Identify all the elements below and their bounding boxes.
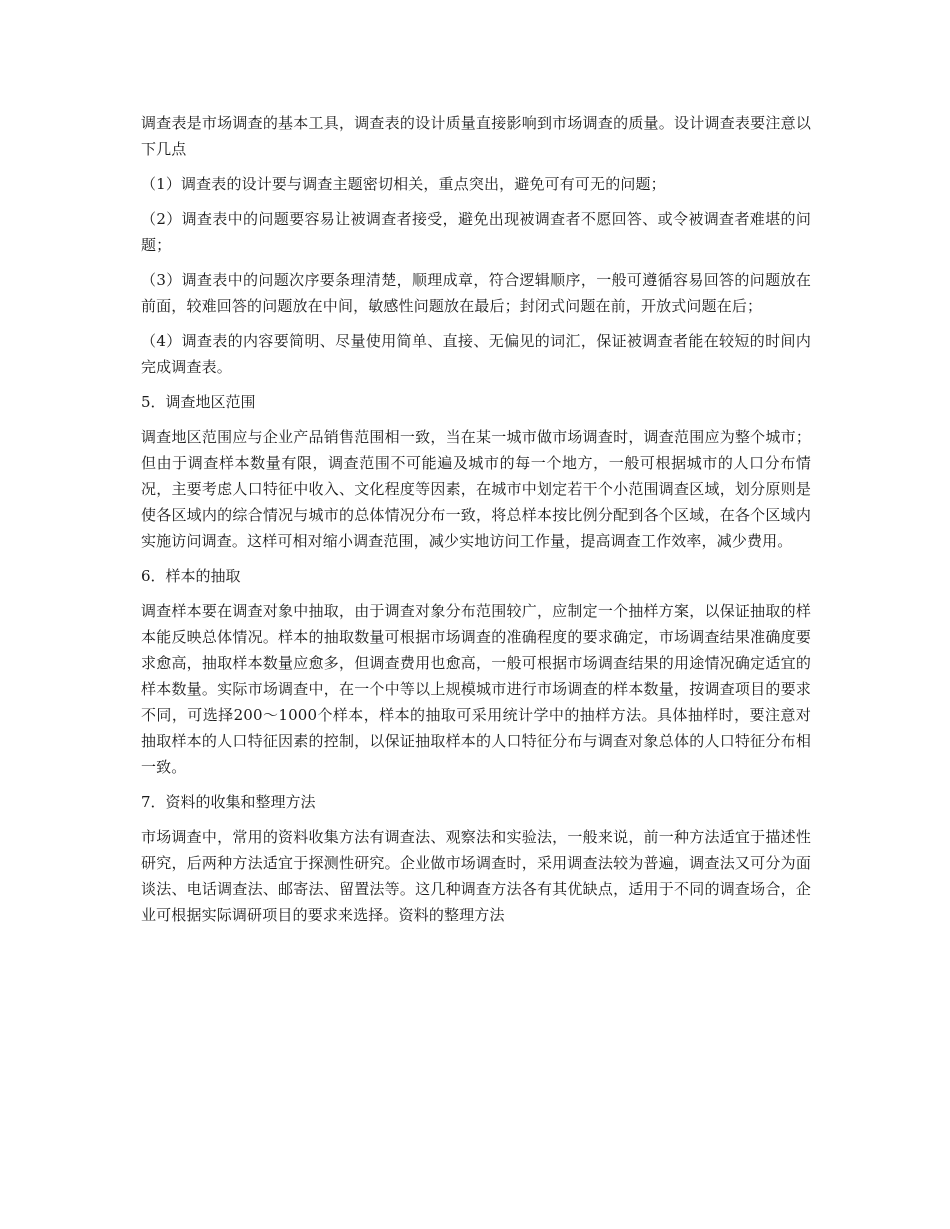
section-body-data-collection: 市场调查中，常用的资料收集方法有调查法、观察法和实验法，一般来说，前一种方法适宜于描述性研究，后两种方法适宜于探测性研究。企业做市场调查时，采用调查法较为普遍，调查法又可分为面谈法、电话调查法、邮寄法、留置法等。这几种调查方法各有其优缺点，适用于不同的调查场合，企业可根据实际调研项目的要求来选择。资料的整理方法 bbox=[141, 828, 811, 924]
point-3: （3）调查表中的问题次序要条理清楚，顺理成章，符合逻辑顺序，一般可遵循容易回答的问题放在前面，较难回答的问题放在中间，敏感性问题放在最后；封闭式问题在前，开放式问题在后； bbox=[141, 271, 811, 315]
section-body-survey-area: 调查地区范围应与企业产品销售范围相一致，当在某一城市做市场调查时，调查范围应为整个城市；但由于调查样本数量有限，调查范围不可能遍及城市的每一个地方，一般可根据城市的人口分布情况，主要考虑人口特征中收入、文化程度等因素，在城市中划定若干个小范围调查区域，划分原则是使各区域内的综合情况与城市的总体情况分布一致，将总样本按比例分配到各个区域，在各个区域内实施访问调查。这样可相对缩小调查范围，减少实地访问工作量，提高调查工作效率，减少费用。 bbox=[141, 428, 811, 550]
section-heading-sampling: 6．样本的抽取 bbox=[141, 567, 241, 585]
intro-paragraph: 调查表是市场调查的基本工具，调查表的设计质量直接影响到市场调查的质量。设计调查表要注意以下几点 bbox=[141, 114, 811, 158]
point-1: （1）调查表的设计要与调查主题密切相关，重点突出，避免可有可无的问题； bbox=[141, 175, 666, 193]
document-page bbox=[141, 110, 811, 937]
section-heading-data-collection: 7．资料的收集和整理方法 bbox=[141, 793, 316, 811]
section-heading-survey-area: 5．调查地区范围 bbox=[141, 393, 256, 411]
point-4: （4）调查表的内容要简明、尽量使用简单、直接、无偏见的词汇，保证被调查者能在较短的时间内完成调查表。 bbox=[141, 332, 811, 376]
section-body-sampling: 调查样本要在调查对象中抽取，由于调查对象分布范围较广，应制定一个抽样方案，以保证抽取的样本能反映总体情况。样本的抽取数量可根据市场调查的准确程度的要求确定，市场调查结果准确度要求愈高，抽取样本数量应愈多，但调查费用也愈高，一般可根据市场调查结果的用途情况确定适宜的样本数量。实际市场调查中，在一个中等以上规模城市进行市场调查的样本数量，按调查项目的要求不同，可选择200～1000个样本，样本的抽取可采用统计学中的抽样方法。具体抽样时，要注意对抽取样本的人口特征因素的控制，以保证抽取样本的人口特征分布与调查对象总体的人口特征分布相一致。 bbox=[141, 602, 811, 776]
point-2: （2）调查表中的问题要容易让被调查者接受，避免出现被调查者不愿回答、或令被调查者难堪的问题； bbox=[141, 210, 811, 254]
